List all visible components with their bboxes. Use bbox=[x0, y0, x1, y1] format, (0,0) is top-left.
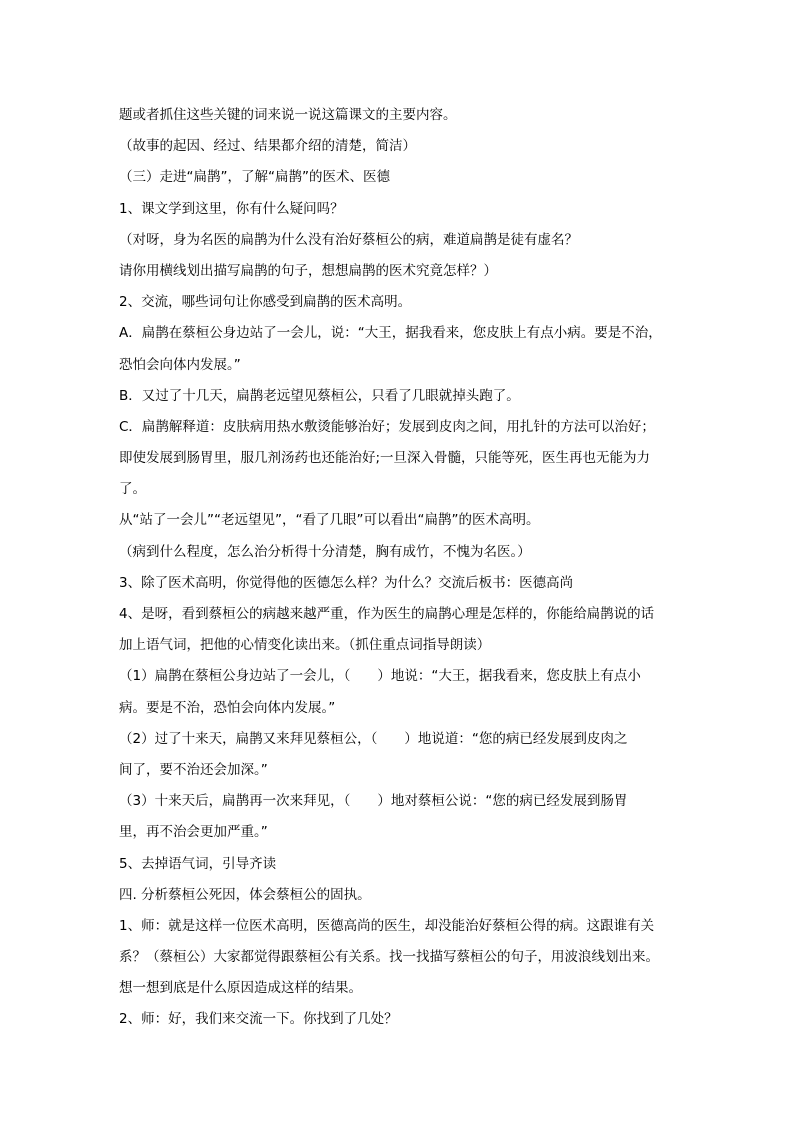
text-line: 恐怕会向体内发展。” bbox=[119, 356, 241, 373]
text-line: 加上语气词，把他的心情变化读出来。（抓住重点词指导朗读） bbox=[119, 637, 491, 654]
text-line: 想一想到底是什么原因造成这样的结果。 bbox=[119, 980, 362, 997]
text-line: （3）十来天后，扁鹊再一次来拜见，（ ）地对蔡桓公说：“您的病已经发展到肠胃 bbox=[119, 793, 628, 810]
text-line: A．扁鹊在蔡桓公身边站了一会儿，说：“大王，据我看来，您皮肤上有点小病。要是不治， bbox=[119, 325, 662, 342]
text-line: C．扁鹊解释道：皮肤病用热水敷烫能够治好；发展到皮肉之间，用扎针的方法可以治好； bbox=[119, 418, 655, 435]
text-line: 1、师：就是这样一位医术高明，医德高尚的医生，却没能治好蔡桓公得的病。这跟谁有关 bbox=[119, 917, 655, 934]
text-line: 从“站了一会儿”“老远望见”，“看了几眼”可以看出“扁鹊”的医术高明。 bbox=[119, 512, 540, 529]
text-line: （病到什么程度，怎么治分析得十分清楚，胸有成竹，不愧为名医。） bbox=[119, 543, 531, 560]
text-line: 里，再不治会更加严重。” bbox=[119, 824, 268, 841]
text-line: 4、是呀，看到蔡桓公的病越来越严重，作为医生的扁鹊心理是怎样的，你能给扁鹊说的话 bbox=[119, 606, 655, 622]
text-line: 系？（蔡桓公）大家都觉得跟蔡桓公有关系。找一找描写蔡桓公的句子，用波浪线划出来。 bbox=[119, 949, 659, 966]
text-line: B．又过了十几天，扁鹊老远望见蔡桓公，只看了几眼就掉头跑了。 bbox=[119, 387, 520, 404]
document-body bbox=[119, 100, 679, 1036]
text-line: 即使发展到肠胃里，服几剂汤药也还能治好;一旦深入骨髓，只能等死，医生再也无能为力 bbox=[119, 450, 651, 467]
text-line: 间了，要不治还会加深。” bbox=[119, 761, 268, 778]
section-heading: （三）走进“扁鹊”，了解“扁鹊”的医术、医德 bbox=[119, 169, 390, 186]
text-line: 2、师：好，我们来交流一下。你找到了几处？ bbox=[119, 1011, 398, 1028]
text-line: 了。 bbox=[119, 481, 146, 498]
text-line: 病。要是不治，恐怕会向体内发展。” bbox=[119, 699, 336, 716]
text-line: 1、课文学到这里，你有什么疑问吗？ bbox=[119, 200, 344, 217]
text-line: （1）扁鹊在蔡桓公身边站了一会儿，（ ）地说：“大王，据我看来，您皮肤上有点小 bbox=[119, 668, 641, 685]
text-line: 3、除了医术高明，你觉得他的医德怎么样？为什么？交流后板书：医德高尚 bbox=[119, 574, 574, 591]
text-line: （故事的起因、经过、结果都介绍的清楚，简洁） bbox=[119, 138, 416, 155]
text-line: 5、去掉语气词，引导齐读 bbox=[119, 855, 277, 872]
text-line: 题或者抓住这些关键的词来说一说这篇课文的主要内容。 bbox=[119, 107, 457, 123]
text-line: 请你用横线划出描写扁鹊的句子，想想扁鹊的医术究竟怎样？） bbox=[119, 262, 497, 279]
text-line: 2、交流，哪些词句让你感受到扁鹊的医术高明。 bbox=[119, 294, 412, 311]
text-line: （对呀，身为名医的扁鹊为什么没有治好蔡桓公的病，难道扁鹊是徒有虚名？ bbox=[119, 231, 578, 248]
section-heading: 四. 分析蔡桓公死因，体会蔡桓公的固执。 bbox=[119, 886, 371, 903]
text-line: （2）过了十来天，扁鹊又来拜见蔡桓公，（ ）地说道：“您的病已经发展到皮肉之 bbox=[119, 730, 628, 747]
